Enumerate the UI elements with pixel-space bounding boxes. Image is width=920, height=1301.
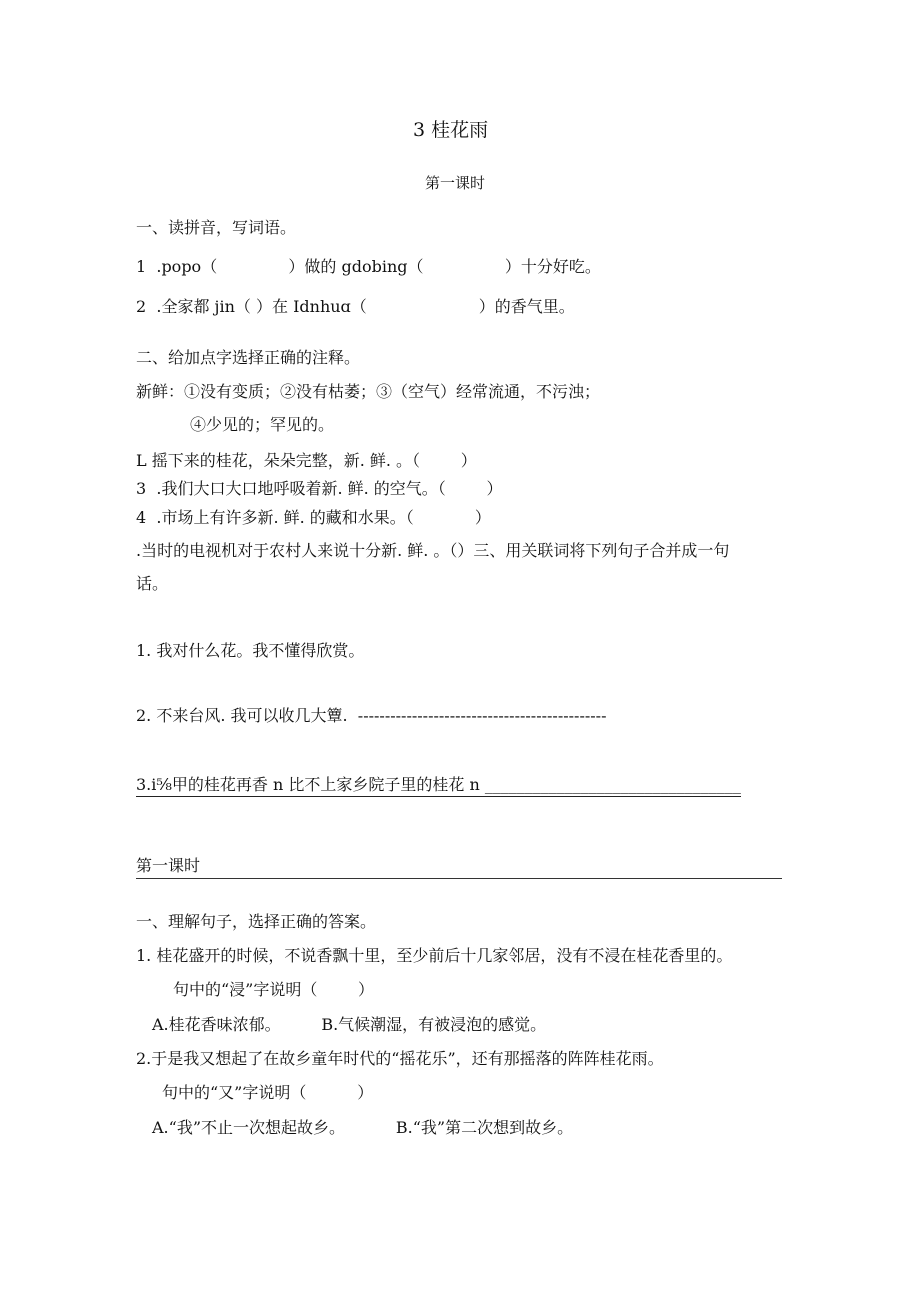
section-2-heading: 二、给加点字选择正确的注释。 bbox=[136, 348, 361, 367]
comprehension-question-1: 1. 桂花盛开的时候，不说香飘十里，至少前后十几家邻居，没有不浸在桂花香里的。 bbox=[136, 946, 733, 965]
definition-item-3: 3 .我们大口大口地呼吸着新. 鲜. 的空气。（ ） bbox=[136, 479, 503, 498]
definition-item-l: L 摇下来的桂花，朵朵完整，新. 鲜. 。（ ） bbox=[136, 451, 477, 470]
section-1-heading: 一、读拼音，写词语。 bbox=[136, 218, 297, 237]
part-2-heading: 一、理解句子，选择正确的答案。 bbox=[136, 912, 377, 931]
lesson-subtitle-2: 第一课时 bbox=[136, 856, 201, 875]
question-1-prompt: 句中的“浸”字说明（ ） bbox=[173, 980, 375, 999]
combine-sentence-1: 1. 我对什么花。我不懂得欣赏。 bbox=[136, 641, 365, 660]
definition-line-1: 新鲜：①没有变质；②没有枯萎；③（空气）经常流通，不污浊； bbox=[136, 382, 601, 401]
definition-item-5: .当时的电视机对于农村人来说十分新. 鲜. 。（）三、用关联词将下列句子合并成一句 bbox=[136, 541, 730, 560]
combine-sentence-3: 3.i⅝甲的桂花再香 n 比不上家乡院子里的桂花 n ________________________________ bbox=[136, 775, 741, 797]
lesson-subtitle: 第一课时 bbox=[425, 174, 486, 192]
page-title: 3 桂花雨 bbox=[413, 119, 489, 141]
comprehension-question-2: 2.于是我又想起了在故乡童年时代的“摇花乐”，还有那摇落的阵阵桂花雨。 bbox=[136, 1049, 664, 1068]
definition-item-4: 4 .市场上有许多新. 鲜. 的藏和水果。（ ） bbox=[136, 508, 491, 527]
definition-line-2: ④少见的；罕见的。 bbox=[190, 415, 335, 434]
section-divider bbox=[136, 878, 782, 879]
pinyin-question-2: 2 .全家都 jin（ ）在 Idnhuɑ（ ）的香气里。 bbox=[136, 297, 575, 316]
definition-item-5-continued: 话。 bbox=[136, 574, 169, 593]
pinyin-question-1: 1 .popo（ ）做的 gdobing（ ）十分好吃。 bbox=[136, 257, 601, 276]
question-1-options: A.桂花香味浓郁。 B.气候潮湿，有被浸泡的感觉。 bbox=[152, 1015, 547, 1034]
question-2-options: A.“我”不止一次想起故乡。 B.“我”第二次想到故乡。 bbox=[152, 1118, 574, 1137]
question-2-prompt: 句中的“又”字说明（ ） bbox=[162, 1083, 374, 1102]
combine-sentence-2: 2. 不来台风. 我可以收几大簟. ---------------------------------------------- bbox=[136, 706, 607, 725]
